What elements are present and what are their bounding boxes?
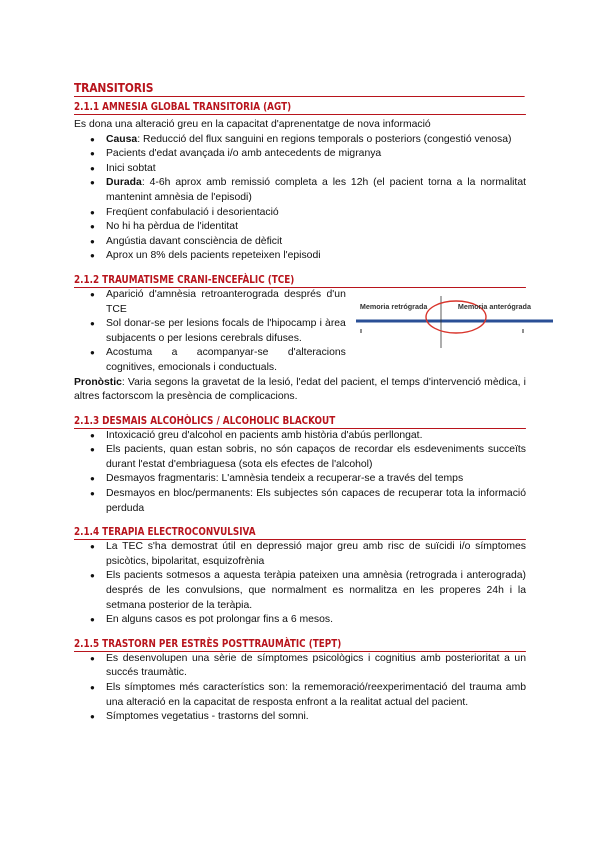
blackout-list: [74, 429, 526, 517]
section-heading-tec: 2.1.4 TERAPIA ELECTROCONVULSIVA: [74, 526, 526, 540]
tce-row: [74, 288, 531, 376]
list-item: ● Intoxicació greu d'alcohol en pacients amb història d'abús perllongat.: [106, 429, 526, 444]
memory-timeline-diagram: [356, 288, 531, 358]
list-item: ● Els símptomes més característics son: la rememoració/reexperimentació del trauma amb una alteració en la capacitat de resposta enfront a la realitat actual del pacient.: [106, 681, 526, 710]
tec-list: [74, 540, 526, 628]
list-item: ● Causa: Reducció del flux sanguini en regions temporals o posteriors (congestió venosa): [106, 133, 526, 148]
list-item: ● Pacients d'edat avançada i/o amb antecedents de migranya: [106, 147, 526, 162]
list-item: ● Aprox un 8% dels pacients repeteixen l'episodi: [106, 249, 526, 264]
list-item: ● Sol donar-se per lesions focals de l'hipocamp i àrea subjacents o per lesions cerebrals difuses.: [106, 317, 346, 346]
section-intro: Es dona una alteració greu en la capacitat d'aprenentatge de nova informació: [74, 119, 431, 130]
list-item: ● Desmayos en bloc/permanents: Els subjectes són capaces de recuperar tota la informació perduda: [106, 487, 526, 516]
anterograde-label: Memoria anterógrada: [457, 301, 531, 311]
list-item: ● Desmayos fragmentaris: L'amnèsia tendeix a recuperar-se a través del temps: [106, 472, 526, 487]
section-heading-blackout: 2.1.3 DESMAIS ALCOHÒLICS / ALCOHOLIC BLACKOUT: [74, 415, 526, 429]
list-item: ● La TEC s'ha demostrat útil en depressió major greu amb risc de suïcidi i/o símptomes psicòtics, bipolaritat, esquizofrènia: [106, 540, 526, 569]
section-heading-agt: 2.1.1 AMNESIA GLOBAL TRANSITORIA (AGT): [74, 101, 526, 115]
tce-list: [74, 288, 346, 376]
list-item: ● Angústia davant consciència de dèficit: [106, 235, 526, 250]
timeline-svg: [356, 288, 566, 358]
list-item: ● En alguns casos es pot prolongar fins a 6 mesos.: [106, 613, 526, 628]
list-item: ● Símptomes vegetatius - trastorns del somni.: [106, 710, 526, 725]
agt-list: [74, 133, 526, 264]
tept-list: [74, 652, 526, 725]
prognosis-paragraph: Pronòstic: Varia segons la gravetat de la lesió, l'edat del pacient, el temps d'intervenció mèdica, i altres factorscom la presència de complicacions.: [74, 376, 526, 403]
list-item: ● Durada: 4-6h aprox amb remissió completa a les 12h (el pacient torna a la normalitat mantenint amnèsia de l'episodi): [106, 176, 526, 205]
section-heading-tce: 2.1.2 TRAUMATISME CRANI-ENCEFÀLIC (TCE): [74, 274, 526, 288]
list-item: ● Inici sobtat: [106, 162, 526, 177]
list-item: ● Aparició d'amnèsia retroanterograda després d'un TCE: [106, 288, 346, 317]
page-title: TRANSITORIS: [74, 80, 525, 97]
document-page: [74, 80, 531, 725]
list-item: ● Els pacients, quan estan sobris, no són capaços de recordar els esdeveniments succeïts durant l'estat d'embriaguesa (sota els efectes de l'alcohol): [106, 443, 526, 472]
list-item: ● Acostuma a acompanyar-se d'alteracions cognitives, emocionals i conductuals.: [106, 346, 346, 375]
list-item: ● Freqüent confabulació i desorientació: [106, 206, 526, 221]
list-item: ● Els pacients sotmesos a aquesta teràpia pateixen una amnèsia (retrograda i anterograda) després de les convulsions, que normalment es normalitza en les properes 24h i la setmana posterior de la teràpia.: [106, 569, 526, 613]
list-item: ● No hi ha pèrdua de l'identitat: [106, 220, 526, 235]
retrograde-label: Memoria retrógrada: [359, 301, 428, 311]
list-item: ● Es desenvolupen una sèrie de símptomes psicològics i cognitius amb posterioritat a un succés traumàtic.: [106, 652, 526, 681]
section-heading-tept: 2.1.5 TRASTORN PER ESTRÈS POSTTRAUMÀTIC (TEPT): [74, 638, 526, 652]
